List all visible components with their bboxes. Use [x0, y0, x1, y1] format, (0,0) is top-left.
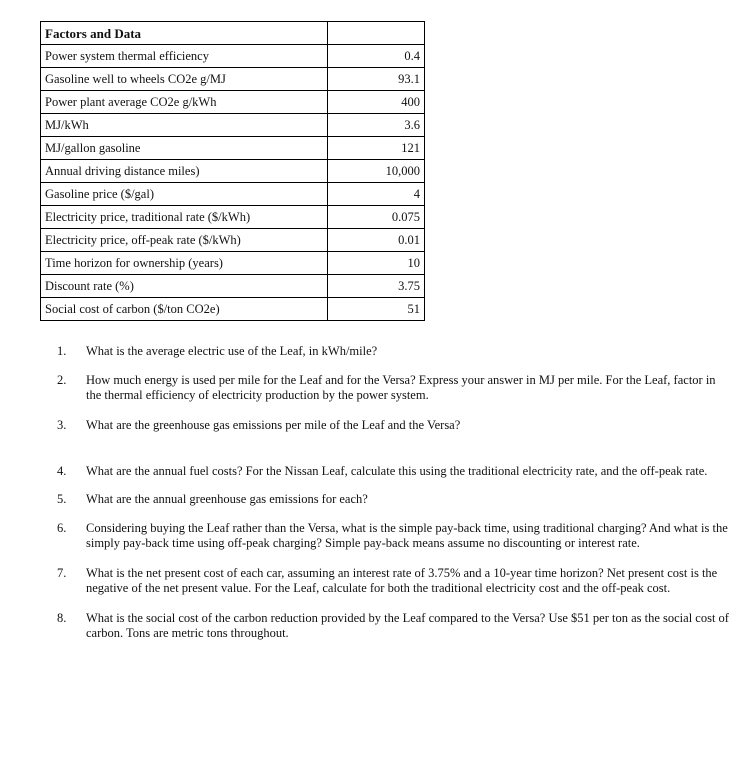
question-text: How much energy is used per mile for the Leaf and for the Versa? Express your answer in MJ per mile. For the Leaf, factor in the thermal efficiency of electricity production by the power system.: [86, 373, 716, 402]
question-number: 2.: [57, 373, 67, 387]
factor-value: 121: [328, 137, 425, 160]
question-number: 8.: [57, 611, 67, 625]
question-text: What is the net present cost of each car, assuming an interest rate of 3.75% and a 10-year time horizon? Net present cost is the negative of the net present value. For the Leaf, calculate for both the traditional electricity cost and the off-peak cost.: [86, 566, 718, 595]
table-row: [41, 68, 425, 91]
factor-label: Time horizon for ownership (years): [41, 252, 328, 275]
table-row: [41, 229, 425, 252]
question-number: 6.: [57, 521, 67, 535]
factor-value: 10,000: [328, 160, 425, 183]
factor-label: Electricity price, traditional rate ($/kWh): [41, 206, 328, 229]
table-row: [41, 45, 425, 68]
factor-label: Power system thermal efficiency: [41, 45, 328, 68]
question-number: 1.: [57, 344, 67, 358]
question-number: 5.: [57, 492, 67, 506]
factor-label: Annual driving distance miles): [41, 160, 328, 183]
question-text: What is the average electric use of the Leaf, in kWh/mile?: [86, 344, 378, 358]
table-row: [41, 206, 425, 229]
question-number: 7.: [57, 566, 67, 580]
factor-label: Social cost of carbon ($/ton CO2e): [41, 298, 328, 321]
question-item: [57, 373, 732, 403]
factor-label: MJ/gallon gasoline: [41, 137, 328, 160]
factor-value: 51: [328, 298, 425, 321]
table-row: [41, 91, 425, 114]
question-list: [57, 344, 732, 641]
factor-value: 0.075: [328, 206, 425, 229]
question-text: What are the annual fuel costs? For the Nissan Leaf, calculate this using the traditional electricity rate, and the off-peak rate.: [86, 464, 708, 478]
factor-label: Gasoline well to wheels CO2e g/MJ: [41, 68, 328, 91]
factor-value: 400: [328, 91, 425, 114]
question-item: [57, 611, 732, 641]
question-item: [57, 492, 732, 507]
question-item: [57, 464, 732, 479]
factor-label: Power plant average CO2e g/kWh: [41, 91, 328, 114]
question-text: Considering buying the Leaf rather than the Versa, what is the simple pay-back time, using traditional charging? And what is the simply pay-back time using off-peak charging? Simple pay-back means assume no discounting or interest rate.: [86, 521, 728, 550]
table-row: [41, 252, 425, 275]
factor-value: 0.01: [328, 229, 425, 252]
table-header-row: [41, 22, 425, 45]
factor-value: 10: [328, 252, 425, 275]
question-number: 3.: [57, 418, 67, 432]
factors-table-container: [40, 21, 425, 321]
table-header-value-cell: [328, 22, 425, 45]
question-number: 4.: [57, 464, 67, 478]
factor-value: 0.4: [328, 45, 425, 68]
factor-value: 3.6: [328, 114, 425, 137]
factor-label: Gasoline price ($/gal): [41, 183, 328, 206]
factor-label: Discount rate (%): [41, 275, 328, 298]
question-item: [57, 521, 732, 551]
table-header-label: Factors and Data: [41, 22, 328, 45]
question-text: What are the greenhouse gas emissions per mile of the Leaf and the Versa?: [86, 418, 461, 432]
question-item: [57, 344, 732, 359]
table-row: [41, 183, 425, 206]
table-row: [41, 275, 425, 298]
factor-label: Electricity price, off-peak rate ($/kWh): [41, 229, 328, 252]
factors-table: [40, 21, 425, 321]
table-row: [41, 137, 425, 160]
table-row: [41, 298, 425, 321]
factor-value: 3.75: [328, 275, 425, 298]
factor-value: 93.1: [328, 68, 425, 91]
factor-value: 4: [328, 183, 425, 206]
question-text: What are the annual greenhouse gas emissions for each?: [86, 492, 368, 506]
question-text: What is the social cost of the carbon reduction provided by the Leaf compared to the Versa? Use $51 per ton as the social cost of carbon. Tons are metric tons throughout.: [86, 611, 729, 640]
question-item: [57, 418, 732, 433]
factor-label: MJ/kWh: [41, 114, 328, 137]
table-row: [41, 160, 425, 183]
question-item: [57, 566, 732, 596]
table-row: [41, 114, 425, 137]
